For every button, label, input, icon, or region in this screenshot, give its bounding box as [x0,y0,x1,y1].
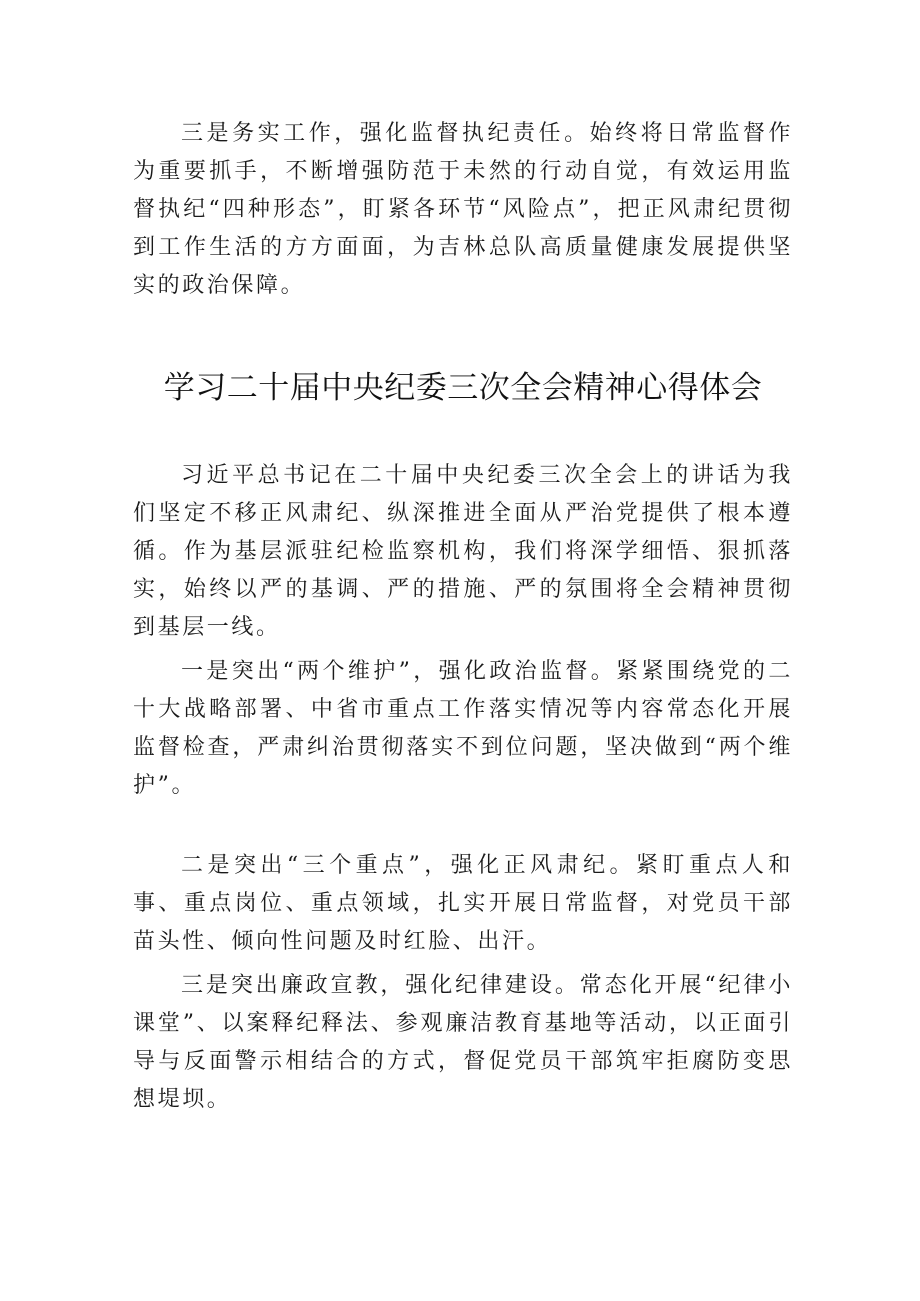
document-body [133,115,793,1119]
spacer [133,305,793,363]
body-paragraph-4: 三是突出廉政宣教，强化纪律建设。常态化开展“纪律小课堂”、以案释纪释法、参观廉洁教育基地等活动，以正面引导与反面警示相结合的方式，督促党员干部筑牢拒腐防变思想堤坝。 [133,973,793,1112]
intro-paragraph: 三是务实工作，强化监督执纪责任。始终将日常监督作为重要抓手，不断增强防范于未然的行动自觉，有效运用监督执纪“四种形态”，盯紧各环节“风险点”，把正风肃纪贯彻到工作生活的方方面面，为吉林总队高质量健康发展提供坚实的政治保障。 [133,121,793,298]
spacer [133,805,793,847]
document-title: 学习二十届中央纪委三次全会精神心得体会 [163,370,763,406]
spacer [133,413,793,457]
body-paragraph-3: 二是突出“三个重点”，强化正风肃纪。紧盯重点人和事、重点岗位、重点领域，扎实开展日常监督，对党员干部苗头性、倾向性问题及时红脸、出汗。 [133,853,793,954]
body-paragraph-1: 习近平总书记在二十届中央纪委三次全会上的讲话为我们坚定不移正风肃纪、纵深推进全面从严治党提供了根本遵循。作为基层派驻纪检监察机构，我们将深学细悟、狠抓落实，始终以严的基调、严的措施、严的氛围将全会精神贯彻到基层一线。 [133,463,793,640]
body-paragraph-2: 一是突出“两个维护”，强化政治监督。紧紧围绕党的二十大战略部署、中省市重点工作落实情况等内容常态化开展监督检查，严肃纠治贯彻落实不到位问题，坚决做到“两个维护”。 [133,659,793,798]
